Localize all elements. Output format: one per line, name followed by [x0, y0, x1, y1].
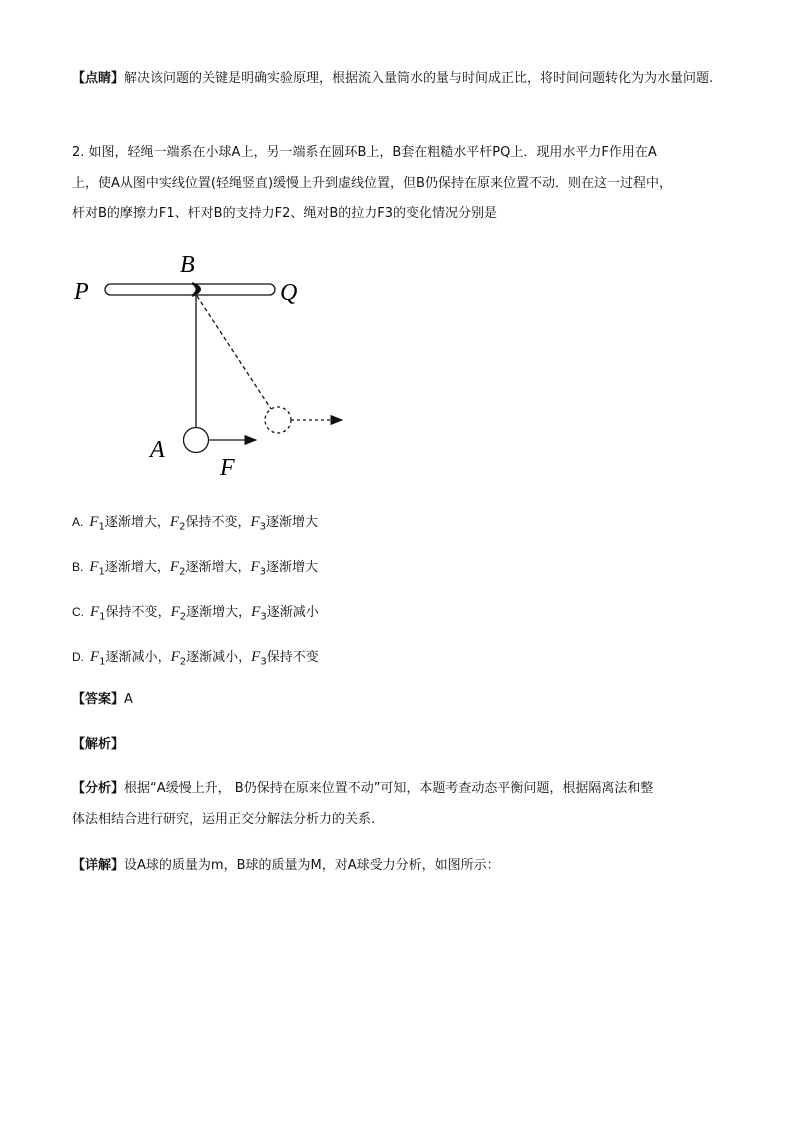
- tip-tag: 【点睛】: [72, 71, 125, 86]
- question-number: 2.: [72, 145, 85, 160]
- label-p: P: [74, 279, 89, 305]
- question-text-1: 如图，轻绳一端系在小球A上，另一端系在圆环B上，B套在粗糙水平杆PQ上．现用水平力F作用在A: [88, 145, 657, 160]
- analysis-detail-tag: 【分析】: [72, 781, 125, 796]
- analysis-detail-line-1: [72, 779, 653, 799]
- option-letter: C.: [72, 605, 84, 619]
- rope-dashed: [197, 296, 271, 409]
- detail-text: 设A球的质量为m，B球的质量为M，对A球受力分析，如图所示：: [124, 858, 500, 873]
- option-a[interactable]: A. $F_1$逐渐增大，$F_2$保持不变，$F_3$逐渐增大: [72, 514, 319, 533]
- ball-a: [184, 428, 209, 453]
- analysis-line: [72, 735, 124, 755]
- answer-value: A: [124, 692, 133, 707]
- label-a: A: [150, 437, 165, 463]
- rod-pq: [105, 284, 275, 295]
- label-f: F: [220, 455, 235, 481]
- analysis-detail-text-1: 根据“A缓慢上升， B仍保持在原来位置不动”可知，本题考查动态平衡问题，根据隔离法和整: [124, 781, 654, 796]
- label-q: Q: [280, 280, 298, 306]
- tip-paragraph: [72, 63, 732, 94]
- analysis-tag: 【解析】: [72, 737, 125, 752]
- label-b: B: [180, 252, 195, 278]
- answer-tag: 【答案】: [72, 692, 125, 707]
- option-letter: D.: [72, 650, 84, 664]
- answer-line: [72, 690, 133, 710]
- physics-figure: [60, 248, 360, 483]
- ball-a-dashed: [265, 407, 291, 433]
- option-b[interactable]: B. $F_1$逐渐增大，$F_2$逐渐增大，$F_3$逐渐增大: [72, 559, 319, 578]
- question-line-3: 杆对B的摩擦力F1、杆对B的支持力F2、绳对B的拉力F3的变化情况分别是: [72, 206, 498, 221]
- option-c[interactable]: C. $F_1$保持不变，$F_2$逐渐增大，$F_3$逐渐减小: [72, 604, 319, 623]
- option-letter: A.: [72, 515, 84, 529]
- analysis-detail-line-2: 体法相结合进行研究，运用正交分解法分析力的关系.: [72, 812, 376, 827]
- detail-tag: 【详解】: [72, 858, 125, 873]
- option-d[interactable]: D. $F_1$逐渐减小，$F_2$逐渐减小，$F_3$保持不变: [72, 649, 319, 668]
- question-line-2: 上，使A从图中实线位置(轻绳竖直)缓慢上升到虚线位置，但B仍保持在原来位置不动．则在这一过程中，: [72, 176, 672, 191]
- question-line-1: [72, 143, 657, 163]
- detail-line: [72, 856, 500, 876]
- option-letter: B.: [72, 560, 84, 574]
- tip-text: 解决该问题的关键是明确实验原理，根据流入量筒水的量与时间成正比，将时间问题转化为为水量问题.: [124, 71, 714, 86]
